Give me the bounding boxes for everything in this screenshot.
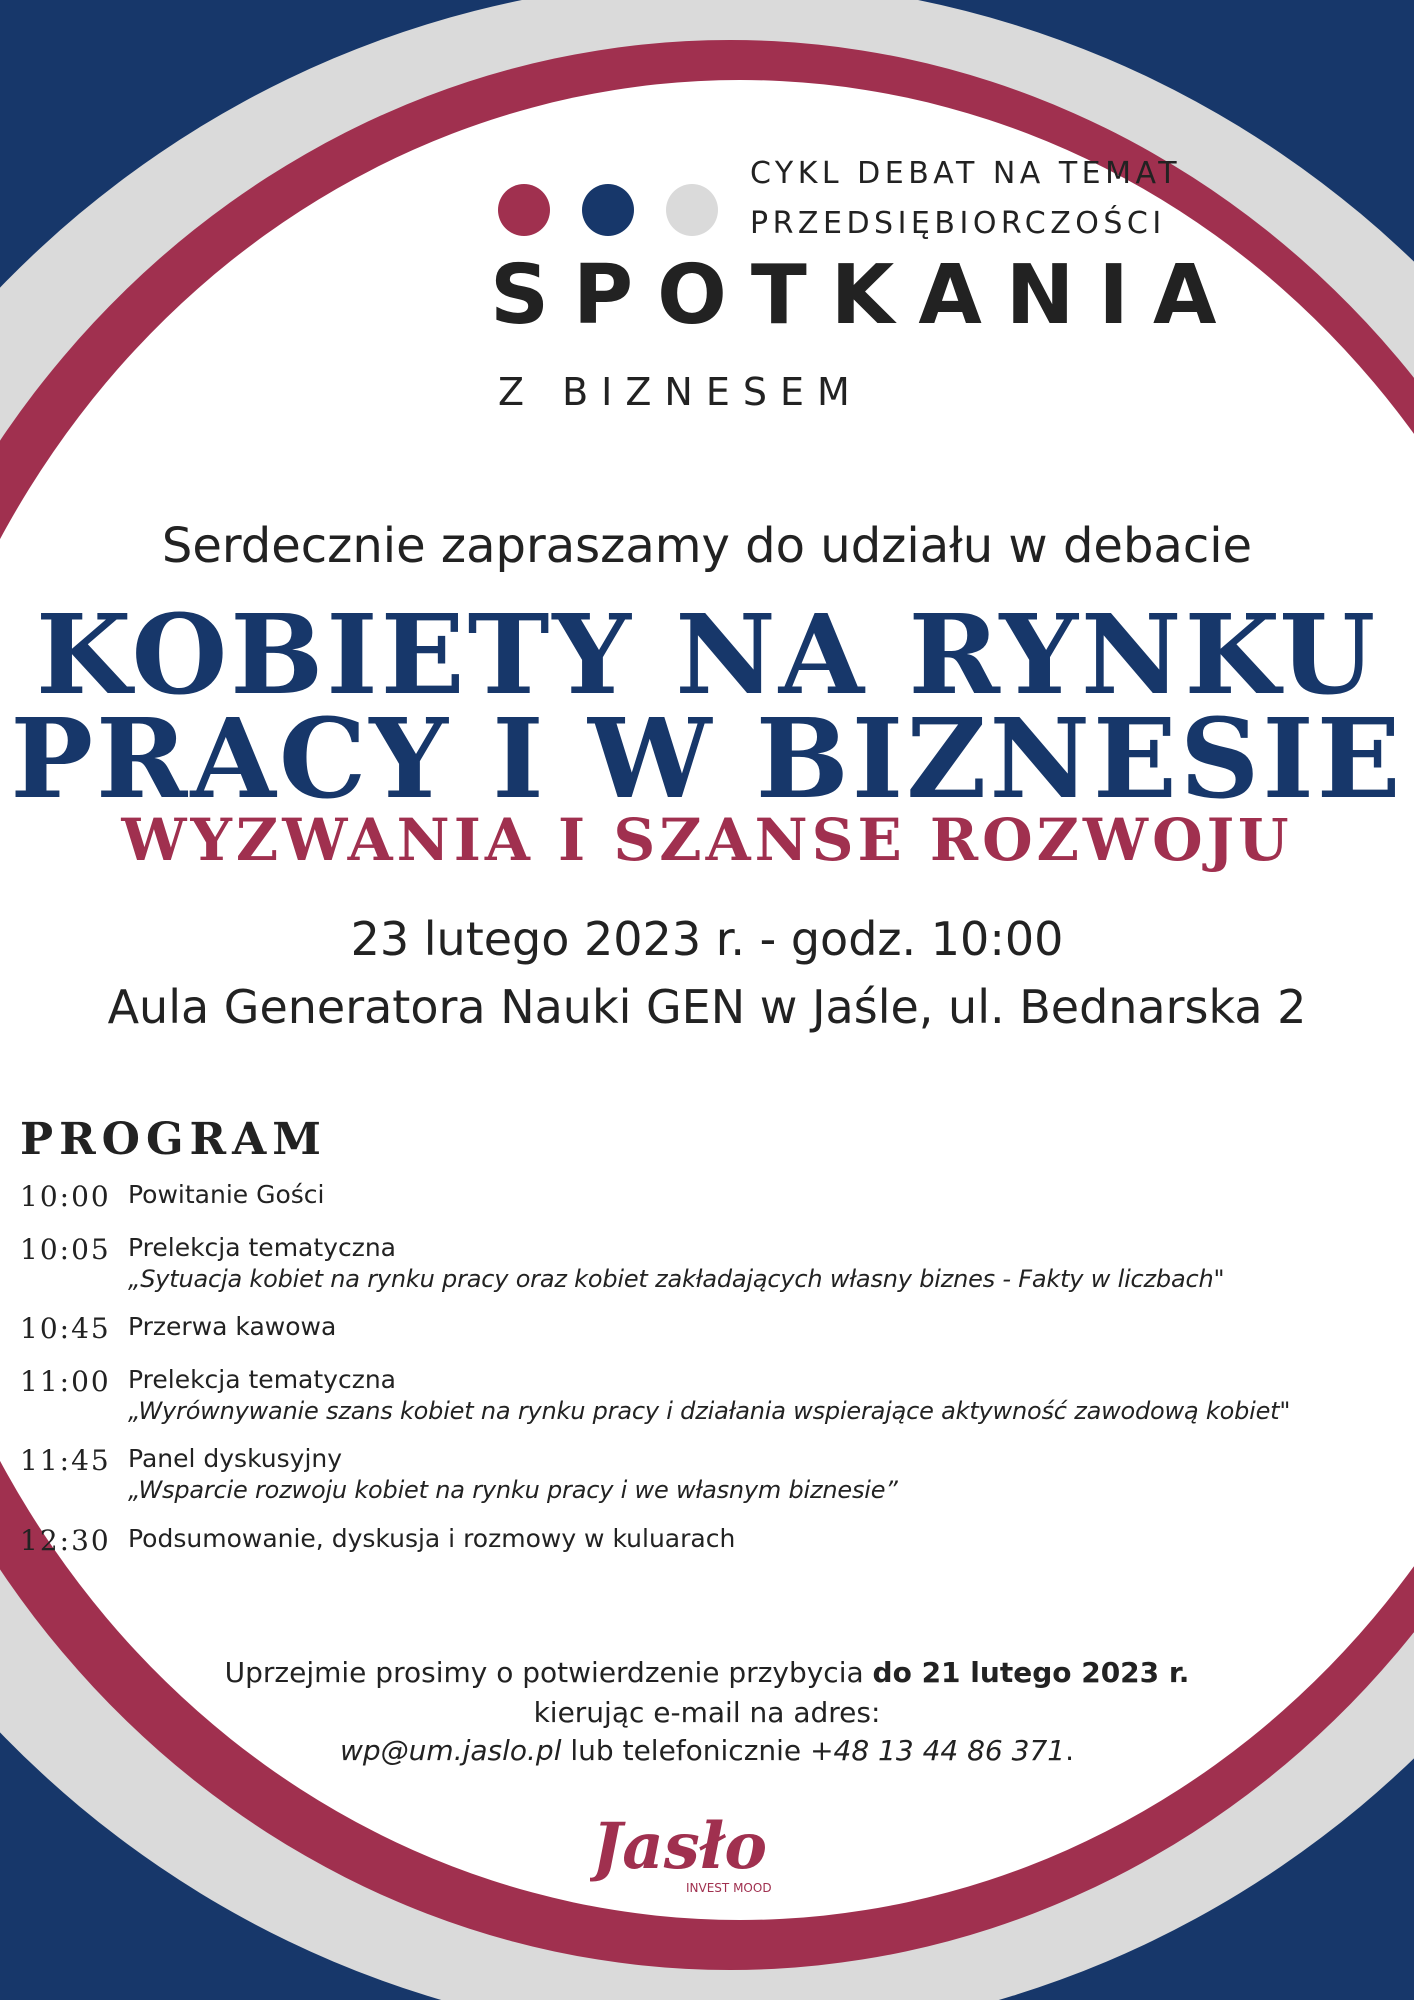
rsvp-line-2: kierując e-mail na adres: [533, 1696, 881, 1729]
program-title: Prelekcja tematyczna [128, 1233, 396, 1262]
program-title: Przerwa kawowa [128, 1312, 337, 1341]
rsvp-line-1 [0, 1656, 1414, 1689]
program-title: Prelekcja tematyczna [128, 1365, 396, 1394]
event-venue: Aula Generatora Nauki GEN w Jaśle, ul. Bednarska 2 [107, 980, 1307, 1034]
series-line-2: PRZEDSIĘBIORCZOŚCI [750, 206, 1166, 241]
headline-line-2: PRACY I W BIZNESIE [10, 694, 1404, 823]
rsvp-line-3 [0, 1734, 1414, 1767]
headline-subtitle: WYZWANIA I SZANSE ROZWOJU [121, 806, 1293, 874]
jaslo-logo-tagline: INVEST MOOD [686, 1881, 772, 1895]
decor-dot-navy [582, 184, 634, 236]
program-quote: „Wyrównywanie szans kobiet na rynku pracy i działania wspierające aktywność zawodową kobiet" [128, 1397, 1291, 1425]
program-title: Powitanie Gości [128, 1180, 325, 1209]
rsvp-phone-number[interactable]: +48 13 44 86 371 [810, 1734, 1066, 1767]
program-time: 11:45 [20, 1444, 111, 1477]
series-line-1: CYKL DEBAT NA TEMAT [750, 156, 1182, 191]
rsvp-deadline: do 21 lutego 2023 r. [872, 1656, 1190, 1689]
program-time: 10:00 [20, 1180, 111, 1213]
program-title: Panel dyskusyjny [128, 1444, 343, 1473]
headline-line-1: KOBIETY NA RYNKU [35, 590, 1379, 719]
jaslo-logo-wordmark: Jasło [592, 1809, 768, 1884]
program-quote: „Sytuacja kobiet na rynku pracy oraz kobiet zakładających własny biznes - Fakty w liczbach" [128, 1265, 1225, 1293]
program-time: 10:45 [20, 1312, 111, 1345]
decor-dot-gray [666, 184, 718, 236]
decor-dot-crimson [498, 184, 550, 236]
brand-title: SPOTKANIA [490, 248, 1241, 343]
program-time: 11:00 [20, 1365, 111, 1398]
invitation-text: Serdecznie zapraszamy do udziału w debacie [161, 518, 1253, 574]
jaslo-logo [590, 1790, 800, 1920]
rsvp-end-punct: . [1065, 1734, 1074, 1767]
program-time: 10:05 [20, 1233, 111, 1266]
program-title: Podsumowanie, dyskusja i rozmowy w kuluarach [128, 1524, 736, 1553]
program-quote: „Wsparcie rozwoju kobiet na rynku pracy i we własnym biznesie” [128, 1476, 898, 1504]
rsvp-request-text: Uprzejmie prosimy o potwierdzenie przybycia [224, 1656, 873, 1689]
rsvp-or-phone-text: lub telefonicznie [561, 1734, 811, 1767]
program-time: 12:30 [20, 1524, 111, 1557]
program-heading: PROGRAM [20, 1114, 327, 1165]
event-date: 23 lutego 2023 r. - godz. 10:00 [350, 912, 1064, 966]
brand-subtitle: Z BIZNESEM [498, 370, 863, 414]
rsvp-email-link[interactable]: wp@um.jaslo.pl [340, 1734, 562, 1767]
